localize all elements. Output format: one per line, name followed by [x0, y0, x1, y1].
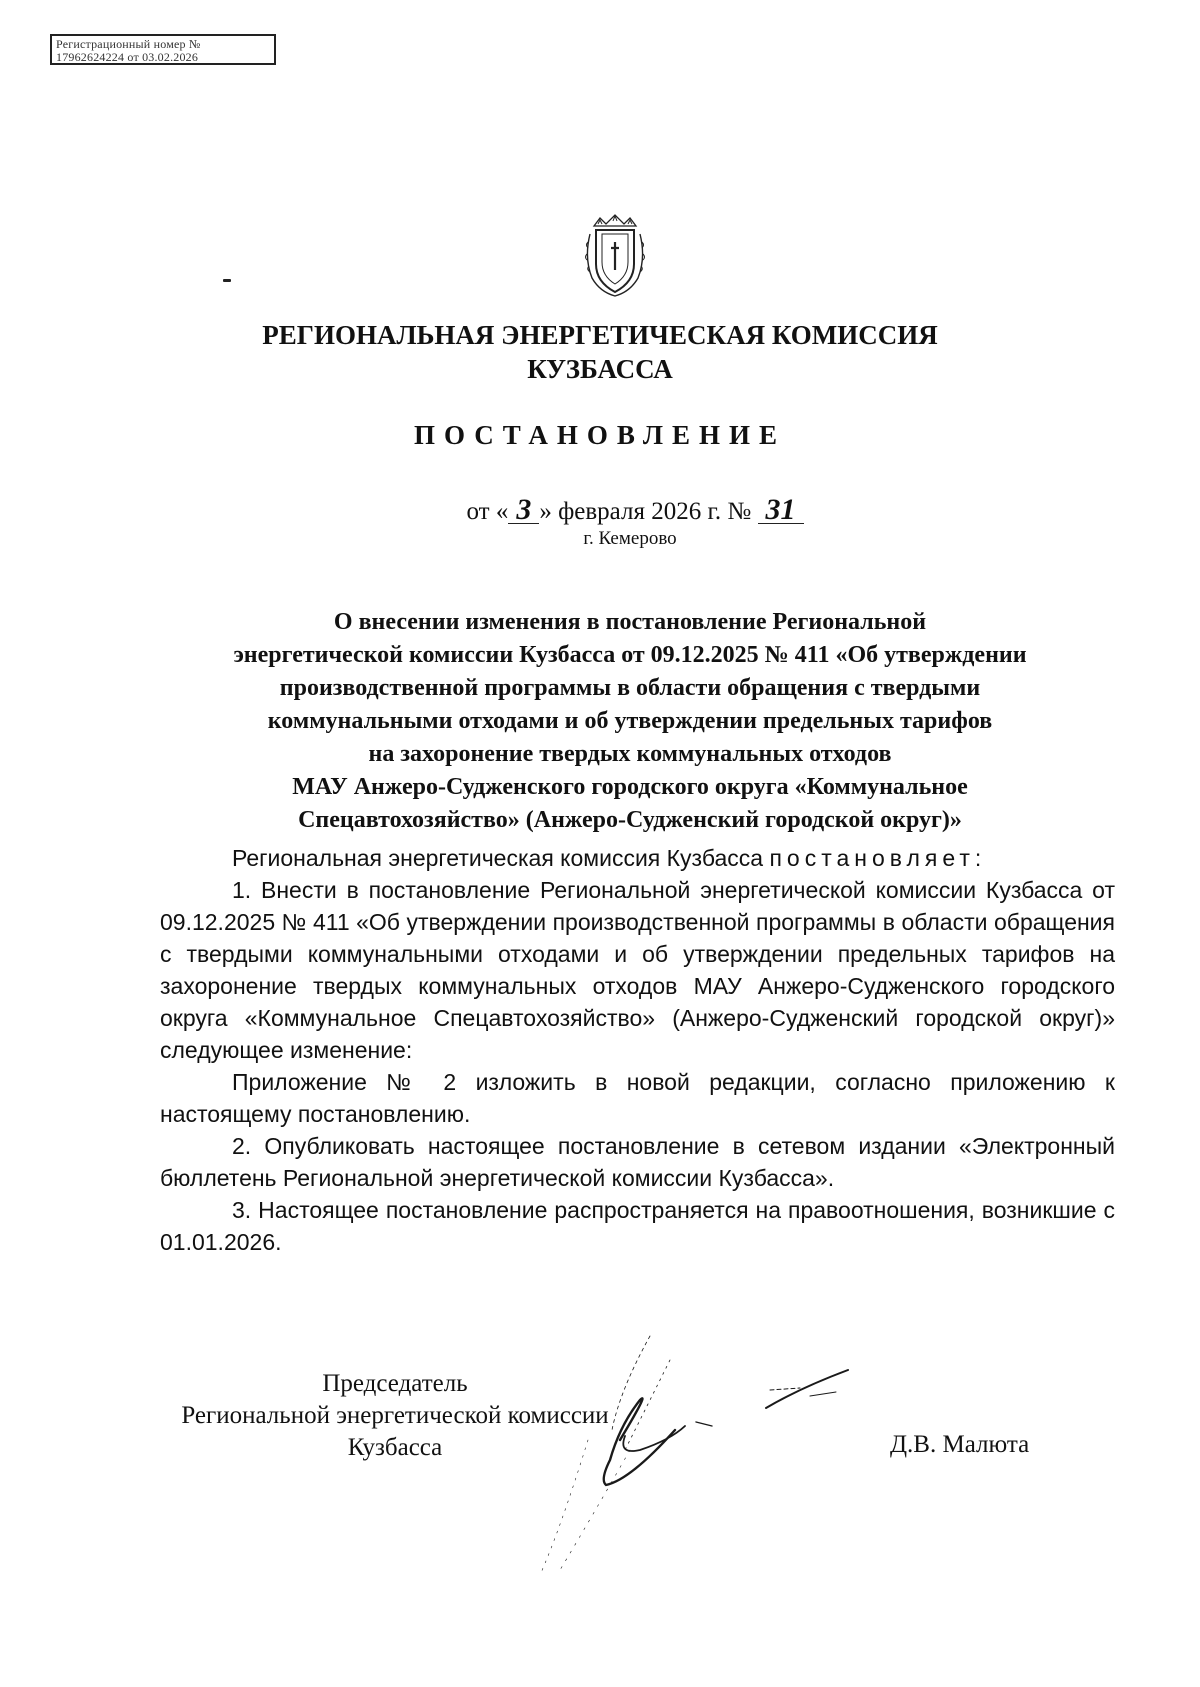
- date-month-year: » февраля 2026 г. №: [539, 498, 752, 525]
- coat-of-arms-icon: [580, 212, 650, 298]
- handwritten-signature: [500, 1330, 920, 1630]
- subject-line: МАУ Анжеро-Судженского городского округа «Коммунальное: [292, 774, 968, 800]
- organization-title: [0, 318, 1200, 386]
- organization-title-line-1: РЕГИОНАЛЬНАЯ ЭНЕРГЕТИЧЕСКАЯ КОМИССИЯ: [262, 320, 938, 350]
- resolution-item-3: 3. Настоящее постановление распространяется на правоотношения, возникшие с 01.01.2026.: [160, 1197, 1115, 1255]
- subject-line: на захоронение твердых коммунальных отходов: [368, 741, 892, 767]
- date-prefix: от «: [466, 498, 509, 525]
- scan-mark: [223, 279, 231, 282]
- document-city: г. Кемерово: [583, 528, 677, 549]
- registration-stamp: [50, 34, 276, 65]
- resolution-intro-text: Региональная энергетическая комиссия Кузбасса: [232, 845, 770, 871]
- subject-line: Спецавтохозяйство» (Анжеро-Судженский городской округ)»: [298, 807, 962, 833]
- registration-number-value: 17962624224 от 03.02.2026: [56, 50, 199, 64]
- document-number-handwritten: 31: [758, 497, 804, 524]
- subject-line: производственной программы в области обращения с твердыми: [279, 675, 981, 701]
- resolution-item-1-detail: Приложение № 2 изложить в новой редакции, согласно приложению к настоящему постановлению.: [160, 1069, 1115, 1127]
- signatory-name: Д.В. Малюта: [890, 1431, 1030, 1458]
- document-body: [160, 842, 1115, 1258]
- subject-line: энергетической комиссии Кузбасса от 09.12.2025 № 411 «Об утверждении: [233, 642, 1027, 668]
- resolution-verb: постановляет:: [769, 845, 987, 871]
- document-subject: [160, 606, 1100, 837]
- registration-number-label: Регистрационный номер №: [56, 37, 201, 51]
- signatory-position-line-2: Региональной энергетической комиссии: [181, 1402, 609, 1429]
- resolution-intro: [160, 842, 1115, 874]
- resolution-item-2: 2. Опубликовать настоящее постановление в сетевом издании «Электронный бюллетень Региональной энергетической комиссии Кузбасса».: [160, 1133, 1115, 1191]
- subject-line: коммунальными отходами и об утверждении предельных тарифов: [267, 708, 993, 734]
- organization-title-line-2: КУЗБАССА: [527, 354, 673, 384]
- signatory-position-line-1: Председатель: [322, 1370, 468, 1397]
- document-date-line: [0, 493, 1200, 526]
- resolution-item-1: 1. Внести в постановление Региональной энергетической комиссии Кузбасса от 09.12.2025 № 411 «Об утверждении производственной программы в области обращения с твердыми коммунальными отходами и об утверждении предельных тарифов на захоронение твердых коммунальных отходов МАУ Анжеро-Судженского городского округа «Коммунальное Спецавтохозяйство» (Анжеро-Судженский городской округ)» следующее изменение:: [160, 877, 1115, 1063]
- document-type: ПОСТАНОВЛЕНИЕ: [413, 420, 787, 450]
- date-day-handwritten: 3: [508, 497, 539, 524]
- signatory-position-line-3: Кузбасса: [347, 1434, 443, 1461]
- subject-line: О внесении изменения в постановление Региональной: [333, 609, 927, 635]
